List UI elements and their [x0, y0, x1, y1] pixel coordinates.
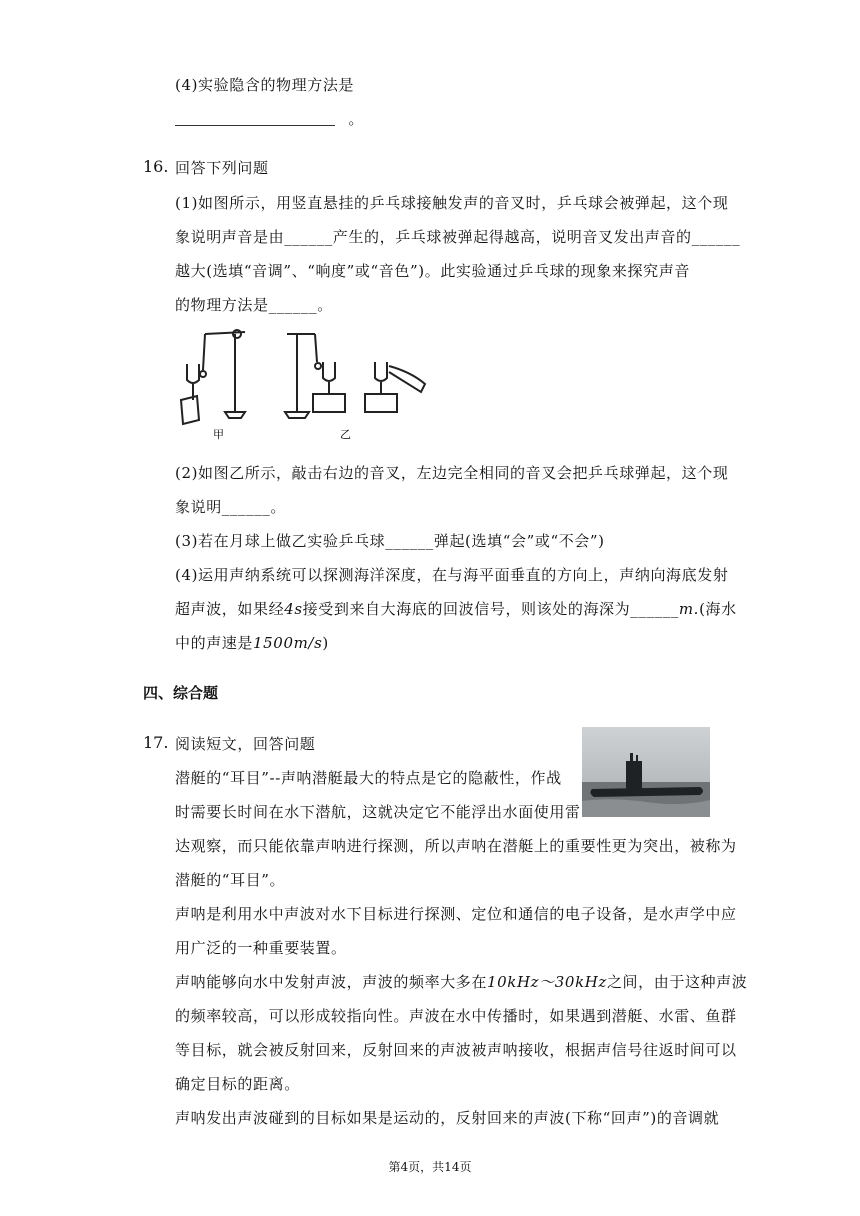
q16-p1-line3: 越大(选填“音调”、“响度”或“音色”)。此实验通过乒乓球的现象来探究声音 — [175, 262, 690, 280]
q17-line4: 潜艇的“耳目”。 — [175, 871, 286, 889]
q17-line11: 声呐发出声波碰到的目标如果是运动的，反射回来的声波(下称“回声”)的音调就 — [175, 1109, 720, 1127]
tuning-fork-figure — [175, 322, 435, 442]
q15-item4-text: (4)实验隐含的物理方法是 — [175, 76, 355, 94]
text-segment: 之间，由于这种声波 — [606, 973, 748, 991]
q16-p1-line4: 的物理方法是______。 — [175, 296, 333, 314]
text-segment: 声呐能够向水中发射声波，声波的频率大多在 — [175, 973, 488, 991]
q16-p4-line1: (4)运用声纳系统可以探测海洋深度，在与海平面垂直的方向上，声纳向海底发射 — [175, 566, 729, 584]
speed-value: 1500m/s — [253, 634, 323, 652]
answer-blank[interactable] — [175, 111, 335, 126]
q17-line1: 潜艇的“耳目”--声呐潜艇最大的特点是它的隐蔽性，作战 — [175, 769, 562, 787]
q16-p4-line3 — [175, 632, 329, 653]
page-footer: 第4页，共14页 — [388, 1160, 472, 1174]
text-segment: ) — [322, 634, 329, 652]
question-17-title: 阅读短文，回答问题 — [175, 735, 316, 753]
q16-p1-line2: 象说明声音是由______产生的，乒乓球被弹起得越高，说明音叉发出声音的______ — [175, 228, 741, 246]
frequency-range: 10kHz～30kHz — [487, 973, 607, 991]
period: 。 — [348, 110, 364, 128]
q17-line2: 时需要长时间在水下潜航，这就决定它不能浮出水面使用雷 — [175, 803, 581, 821]
question-number-17: 17. — [143, 733, 169, 752]
text-segment: (海水 — [699, 600, 737, 618]
q17-line7 — [175, 971, 747, 992]
q17-line5: 声呐是利用水中声波对水下目标进行探测、定位和通信的电子设备，是水声学中应 — [175, 905, 737, 923]
q16-p2-line1: (2)如图乙所示，敲击右边的音叉，左边完全相同的音叉会把乒乓球弹起，这个现 — [175, 464, 729, 482]
unit-m: m. — [678, 600, 700, 618]
q16-p3: (3)若在月球上做乙实验乒乓球______弹起(选填“会”或“不会”) — [175, 532, 605, 550]
q16-p4-line2 — [175, 598, 737, 619]
q16-p2-line2: 象说明______。 — [175, 498, 287, 516]
q17-line9: 等目标，就会被反射回来，反射回来的声波被声呐接收，根据声信号往返时间可以 — [175, 1041, 737, 1059]
time-value: 4s — [284, 600, 303, 618]
q15-item4-answer-line — [175, 108, 364, 129]
q17-line3: 达观察，而只能依靠声呐进行探测，所以声呐在潜艇上的重要性更为突出，被称为 — [175, 837, 737, 855]
question-16-title: 回答下列问题 — [175, 159, 269, 177]
q16-p1-line1: (1)如图所示，用竖直悬挂的乒乓球接触发声的音叉时，乒乓球会被弹起，这个现 — [175, 194, 729, 212]
submarine-photo — [582, 727, 710, 817]
q17-line8: 的频率较高，可以形成较指向性。声波在水中传播时，如果遇到潜艇、水雷、鱼群 — [175, 1007, 737, 1025]
text-segment: 接受到来自大海底的回波信号，则该处的海深为______ — [302, 600, 679, 618]
figure-label-yi: 乙 — [340, 428, 351, 441]
section-title: 四、综合题 — [143, 684, 219, 702]
figure-label-jia: 甲 — [213, 428, 224, 441]
q17-line6: 用广泛的一种重要装置。 — [175, 939, 347, 957]
q17-line10: 确定目标的距离。 — [175, 1075, 300, 1093]
text-segment: 超声波，如果经 — [175, 600, 285, 618]
text-segment: 中的声速是 — [175, 634, 254, 652]
question-number-16: 16. — [143, 157, 169, 176]
